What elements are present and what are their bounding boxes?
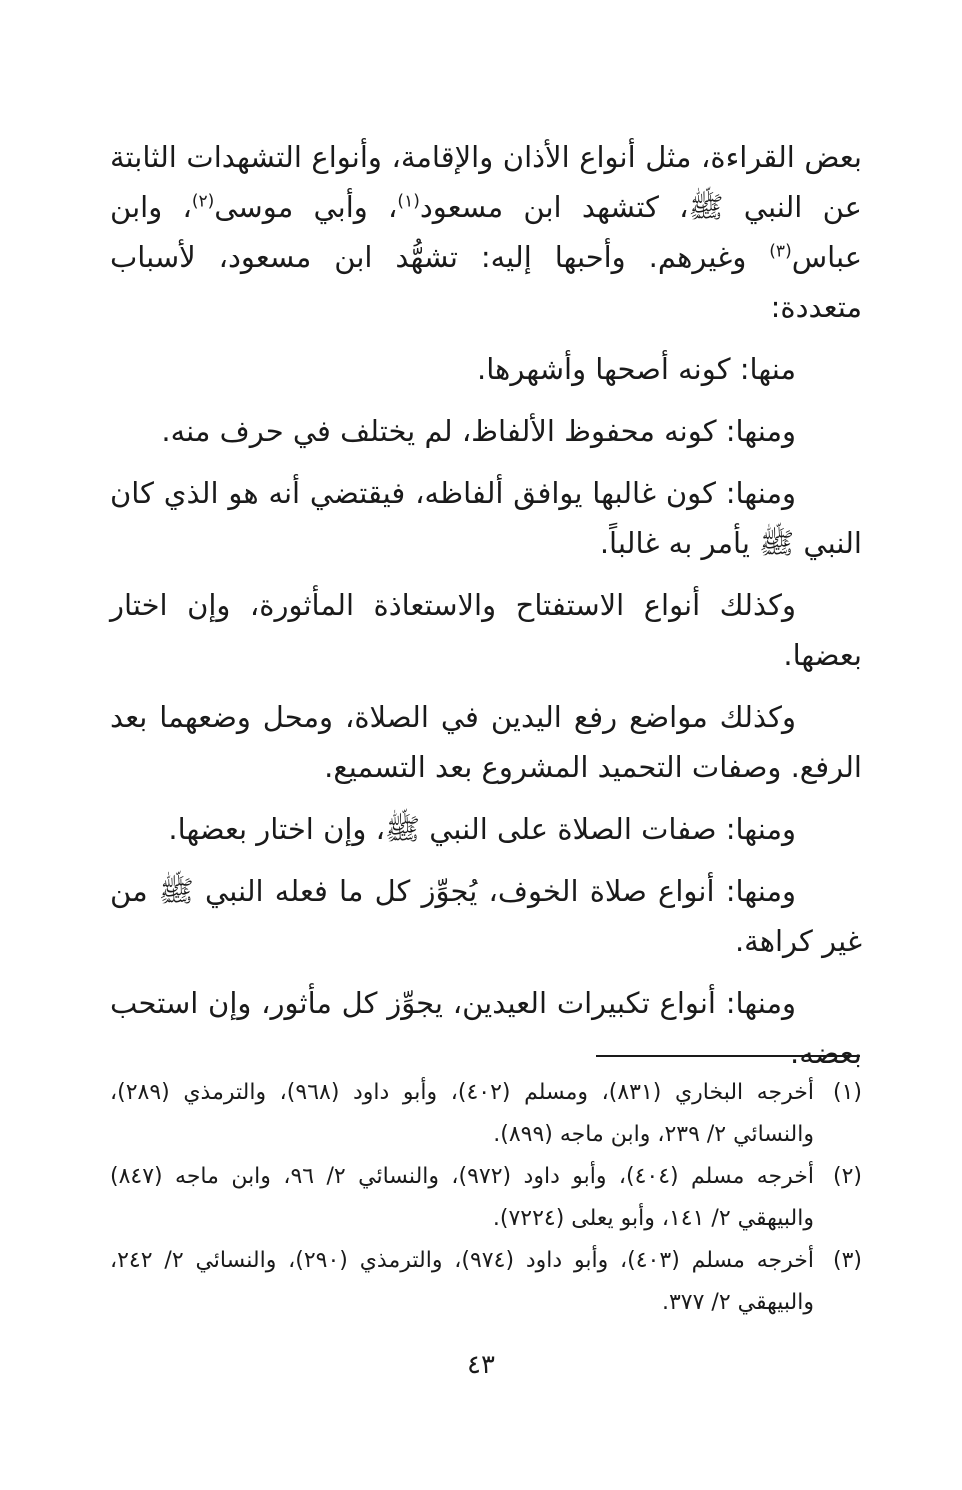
paragraph	[110, 978, 862, 1078]
main-text	[110, 132, 862, 1078]
footnote-reference: (٢)	[191, 191, 215, 212]
paragraph	[110, 866, 862, 966]
page-number: ٤٣	[467, 1350, 495, 1380]
footnote	[110, 1240, 862, 1324]
footnote-number: (٢)	[832, 1164, 862, 1189]
text-segment: وغيرهم. وأحبها إليه: تشهُّد ابن مسعود، لأسباب متعددة:	[110, 240, 862, 324]
footnote-number: (٣)	[832, 1248, 862, 1273]
paragraph	[110, 804, 862, 854]
text-segment: ومنها: كونه محفوظ الألفاظ، لم يختلف في حرف منه.	[161, 414, 796, 448]
footnotes	[110, 1072, 862, 1324]
footnote-separator	[596, 1055, 860, 1057]
paragraph	[110, 468, 862, 568]
footnote-text: أخرجه مسلم (٤٠٤)، وأبو داود (٩٧٢)، والنسائي ٢/ ٩٦، وابن ماجه (٨٤٧) والبيهقي ٢/ ١٤١، وأبو يعلى (٧٢٢٤).	[110, 1164, 814, 1231]
footnote-text: أخرجه مسلم (٤٠٣)، وأبو داود (٩٧٤)، والترمذي (٢٩٠)، والنسائي ٢/ ٢٤٢، والبيهقي ٢/ ٣٧٧.	[110, 1248, 814, 1315]
text-segment: منها: كونه أصحها وأشهرها.	[477, 352, 796, 386]
footnote-text: أخرجه البخاري (٨٣١)، ومسلم (٤٠٢)، وأبو داود (٩٦٨)، والترمذي (٢٨٩)، والنسائي ٢/ ٢٣٩، وابن ماجه (٨٩٩).	[110, 1080, 814, 1147]
text-segment: ومنها: صفات الصلاة على النبي ﷺ، وإن اختار بعضها.	[168, 812, 796, 846]
text-segment: بعض القراءة، مثل أنواع الأذان والإقامة، وأنواع التشهدات الثابتة عن النبي ﷺ، كتشهد ابن مسعود	[110, 140, 862, 224]
footnote	[110, 1156, 862, 1240]
text-segment: وكذلك مواضع رفع اليدين في الصلاة، ومحل وضعهما بعد الرفع. وصفات التحميد المشروع بعد التسميع.	[110, 700, 862, 784]
footnote-reference: (٣)	[769, 241, 792, 262]
paragraph	[110, 692, 862, 792]
paragraph	[110, 406, 862, 456]
footnote-number: (١)	[832, 1080, 862, 1105]
paragraph	[110, 344, 862, 394]
footnote-reference: (١)	[397, 191, 420, 212]
text-segment: ومنها: أنواع صلاة الخوف، يُجوِّز كل ما فعله النبي ﷺ من غير كراهة.	[110, 874, 862, 958]
text-segment: ، وابن عباس	[110, 190, 862, 274]
footnote	[110, 1072, 862, 1156]
text-segment: ومنها: كون غالبها يوافق ألفاظه، فيقتضي أنه هو الذي كان النبي ﷺ يأمر به غالباً.	[110, 476, 862, 560]
text-segment: ، وأبي موسى	[214, 190, 398, 224]
paragraph	[110, 580, 862, 680]
text-segment: وكذلك أنواع الاستفتاح والاستعاذة المأثورة، وإن اختار بعضها.	[110, 588, 862, 672]
paragraph	[110, 132, 862, 332]
text-segment: ومنها: أنواع تكبيرات العيدين، يجوِّز كل مأثور، وإن استحب بعضه.	[110, 986, 862, 1070]
